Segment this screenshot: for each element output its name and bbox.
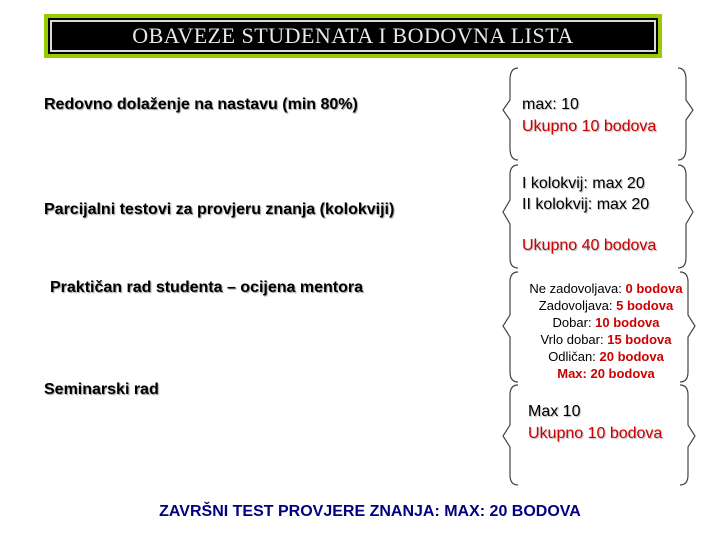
- bracket-right-tests: [678, 165, 693, 268]
- tests-total: Ukupno 40 bodova: [522, 237, 657, 254]
- grade-row: [506, 365, 706, 382]
- grade-label: Zadovoljava:: [538, 298, 617, 313]
- grade-row: [506, 331, 706, 348]
- grade-label: Vrlo dobar:: [540, 332, 608, 347]
- grade-value: 5 bodova: [616, 298, 674, 313]
- grade-label: Ne zadovoljava:: [529, 281, 626, 296]
- grade-row: [506, 297, 706, 314]
- grade-row: [506, 348, 706, 365]
- item-attendance: Redovno dolaženje na nastavu (min 80%): [44, 96, 358, 113]
- bracket-left-attendance: [503, 68, 518, 160]
- bracket-left-tests: [503, 165, 518, 268]
- attendance-total: Ukupno 10 bodova: [522, 118, 657, 135]
- grade-row: [506, 314, 706, 331]
- item-practical-work: Praktičan rad studenta – ocijena mentora: [50, 279, 363, 296]
- test-first-max: I kolokvij: max 20: [522, 175, 645, 192]
- seminar-total: Ukupno 10 bodova: [528, 425, 663, 442]
- item-partial-tests: Parcijalni testovi za provjeru znanja (kolokviji): [44, 201, 395, 218]
- grade-row: [506, 280, 706, 297]
- grade-value: 20 bodova: [599, 349, 664, 364]
- bracket-right-attendance: [678, 68, 693, 160]
- attendance-max: max: 10: [522, 96, 579, 113]
- practical-max: Max: 20 bodova: [557, 366, 655, 381]
- test-second-max: II kolokvij: max 20: [522, 196, 650, 213]
- seminar-max: Max 10: [528, 403, 581, 420]
- bracket-left-seminar: [503, 385, 518, 485]
- page-title: OBAVEZE STUDENATA I BODOVNA LISTA: [132, 23, 574, 48]
- grade-value: 0 bodova: [625, 281, 683, 296]
- bracket-right-seminar: [680, 385, 695, 485]
- grade-label: Odličan:: [548, 349, 600, 364]
- grade-value: 10 bodova: [595, 315, 660, 330]
- final-test-caption: ZAVRŠNI TEST PROVJERE ZNANJA: MAX: 20 BODOVA: [159, 503, 581, 520]
- grade-label: Dobar:: [552, 315, 596, 330]
- practical-grade-list: [506, 280, 706, 382]
- item-seminar: Seminarski rad: [44, 381, 159, 398]
- grade-value: 15 bodova: [607, 332, 672, 347]
